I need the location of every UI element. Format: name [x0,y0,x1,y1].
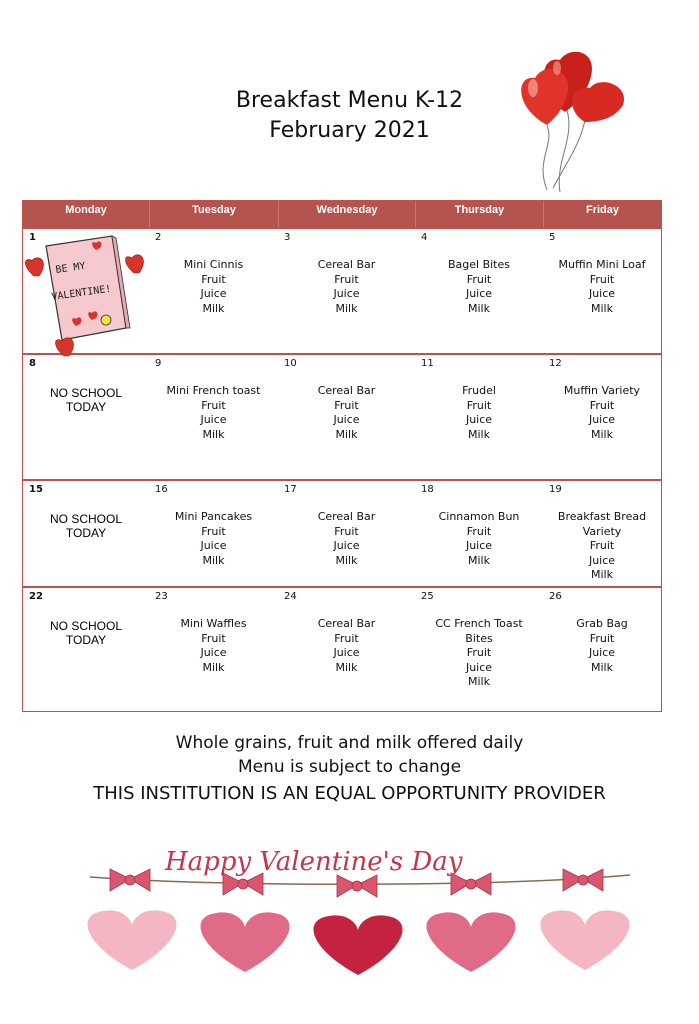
meal-items [543,384,661,442]
meal-item: Cereal Bar [317,617,376,630]
meal-item: Juice [588,287,616,301]
date-number: 4 [421,232,428,243]
date-number: 9 [155,358,162,369]
meal-item: Juice [333,287,360,301]
meal-items [415,258,543,316]
meal-items [149,510,278,568]
meal-item: Juice [588,646,616,660]
day-cell [278,587,415,711]
meal-item: Muffin Variety [563,384,641,397]
meal-items [278,258,415,316]
meal-item: Juice [333,646,360,660]
meal-item: Fruit [466,398,492,412]
day-cell [543,587,661,711]
day-header-thursday: Thursday [454,204,505,216]
meal-item: Fruit [589,631,615,645]
date-number: 1 [29,232,36,243]
meal-item: Milk [202,660,225,674]
no-school-line: NO SCHOOL [49,512,122,526]
date-number: 3 [284,232,291,243]
date-number: 19 [549,484,562,495]
day-header-tuesday: Tuesday [192,204,236,216]
meal-item: Milk [335,553,358,567]
date-number: 2 [155,232,162,243]
date-number: 12 [549,358,562,369]
day-cell [23,354,149,479]
meal-items [543,258,661,316]
meal-item: Frudel [462,384,496,397]
meal-item: Fruit [466,272,492,286]
banner-text: Happy Valentine's Day [165,847,463,877]
meal-item: Milk [591,568,613,582]
heart-balloons-icon [505,30,635,195]
meal-item: Fruit [201,631,226,645]
footer-equal-opportunity: THIS INSTITUTION IS AN EQUAL OPPORTUNITY PROVIDER [93,783,606,804]
meal-item: Bagel Bites [447,258,510,271]
day-cell [149,228,278,353]
meal-item: Fruit [466,646,492,660]
meal-item: Fruit [589,539,615,553]
meal-item: Fruit [334,524,359,538]
meal-item: Juice [465,660,493,674]
day-cell [278,480,415,586]
day-cell [415,480,543,586]
day-cell [149,480,278,586]
meal-items [415,617,543,690]
meal-item: Muffin Mini Loaf [558,258,646,271]
footer-line-1: Whole grains, fruit and milk offered daily [175,733,524,753]
meal-item: Milk [335,660,358,674]
meal-items [278,510,415,568]
meal-item: Juice [588,413,616,427]
day-cell [278,354,415,479]
meal-item: Milk [468,553,490,567]
day-header-wednesday: Wednesday [316,204,378,216]
day-cell [543,480,661,586]
no-school-note [23,512,149,540]
meal-item: Juice [200,539,227,553]
meal-item: Milk [468,301,490,315]
title-line-2: February 2021 [269,118,430,143]
day-header-monday: Monday [65,204,107,216]
date-number: 25 [421,591,434,602]
meal-item: Fruit [334,398,359,412]
meal-item: Milk [335,427,358,441]
day-cell [415,587,543,711]
meal-item: Milk [468,427,490,441]
meal-item: Milk [335,301,358,315]
day-cell [543,354,661,479]
meal-items [149,384,278,442]
meal-item: Variety [582,524,622,538]
date-number: 8 [29,358,36,369]
day-cell [278,228,415,353]
meal-item: Fruit [201,272,226,286]
meal-item: CC French Toast [435,617,523,630]
date-number: 11 [421,358,434,369]
meal-item: Juice [333,539,360,553]
date-number: 17 [284,484,297,495]
meal-item: Breakfast Bread [557,510,647,523]
date-number: 16 [155,484,168,495]
meal-item: Juice [200,413,227,427]
meal-item: Juice [465,287,493,301]
valentine-card-icon [24,228,144,368]
card-text-line-2: VALENTINE! [50,283,113,303]
meal-item: Fruit [589,272,615,286]
meal-item: Milk [591,660,613,674]
meal-item: Fruit [334,631,359,645]
meal-items [149,258,278,316]
no-school-line: TODAY [65,400,107,414]
title-line-1: Breakfast Menu K-12 [235,88,464,113]
meal-item: Juice [588,553,616,567]
meal-items [149,617,278,675]
date-number: 24 [284,591,297,602]
date-number: 18 [421,484,434,495]
meal-item: Fruit [201,398,226,412]
date-number: 15 [29,484,43,495]
meal-items [415,384,543,442]
date-number: 22 [29,591,43,602]
meal-item: Cereal Bar [317,510,376,523]
footer-line-2: Menu is subject to change [237,757,462,777]
day-cell [23,587,149,711]
meal-item: Cereal Bar [317,384,376,397]
day-cell [149,587,278,711]
meal-item: Milk [468,675,490,689]
meal-item: Milk [202,427,225,441]
meal-item: Milk [202,301,225,315]
day-cell [415,354,543,479]
meal-item: Juice [200,646,227,660]
no-school-line: NO SCHOOL [49,386,122,400]
day-header-friday: Friday [585,204,619,216]
meal-item: Fruit [466,524,492,538]
meal-item: Milk [591,427,613,441]
meal-item: Grab Bag [576,617,628,630]
day-cell [543,228,661,353]
heart-garland-icon [75,835,645,985]
meal-items [278,617,415,675]
calendar-header [23,201,661,227]
card-text-line-1: BE MY [54,260,87,276]
meal-item: Fruit [334,272,359,286]
day-cell [415,228,543,353]
meal-item: Milk [591,301,613,315]
no-school-line: NO SCHOOL [49,619,122,633]
meal-items [543,510,661,583]
meal-item: Juice [333,413,360,427]
meal-items [543,617,661,675]
meal-item: Cinnamon Bun [438,510,520,523]
date-number: 10 [284,358,297,369]
meal-items [278,384,415,442]
meal-item: Juice [465,539,493,553]
day-cell [23,480,149,586]
meal-item: Milk [202,553,225,567]
meal-item: Juice [465,413,493,427]
no-school-note [23,386,149,414]
meal-item: Cereal Bar [317,258,376,271]
meal-item: Mini Waffles [180,617,247,630]
meal-item: Bites [465,631,493,645]
no-school-note [23,619,149,647]
meal-items [415,510,543,568]
date-number: 26 [549,591,562,602]
meal-item: Mini Cinnis [183,258,244,271]
day-cell [149,354,278,479]
meal-item: Mini French toast [166,384,261,397]
meal-item: Mini Pancakes [174,510,253,523]
no-school-line: TODAY [65,633,107,647]
no-school-line: TODAY [65,526,107,540]
meal-item: Juice [200,287,227,301]
date-number: 23 [155,591,168,602]
meal-item: Fruit [589,398,615,412]
date-number: 5 [549,232,556,243]
meal-item: Fruit [201,524,226,538]
